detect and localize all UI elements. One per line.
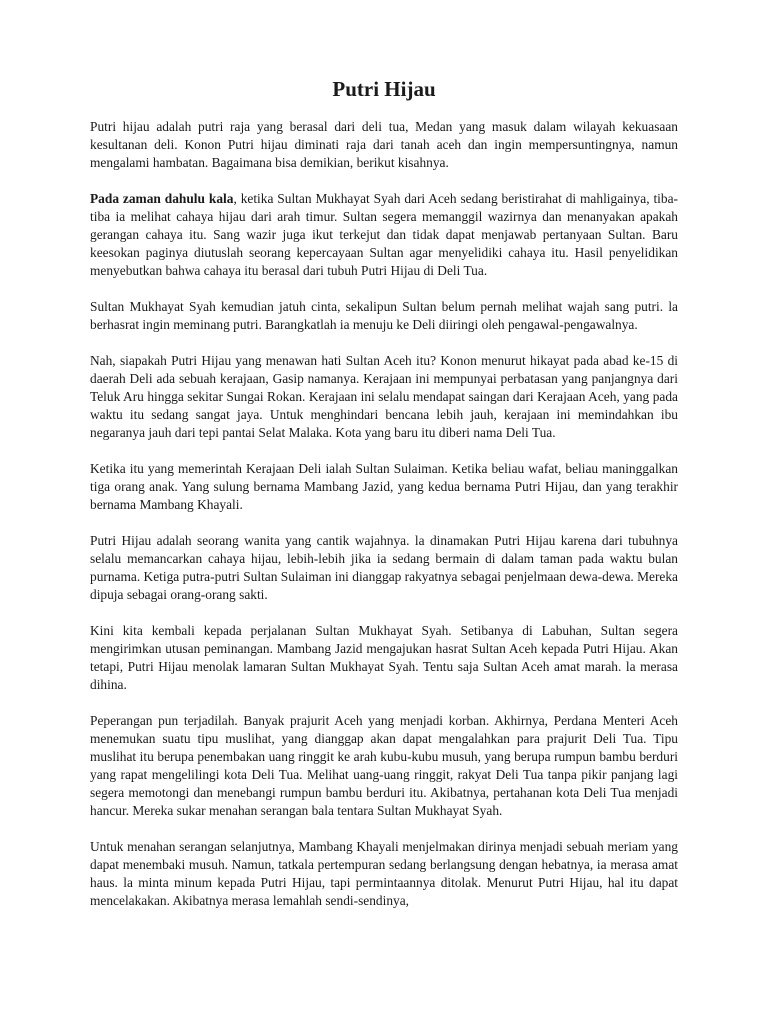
paragraph-text: , ketika Sultan Mukhayat Syah dari Aceh sedang beristirahat di mahligainya, tiba-tiba ia melihat cahaya hijau dari arah timur. Sultan segera memanggil wazirnya dan menanyakan apakah gerangan cahaya itu. Sang wazir juga ikut terkejut dan tidak dapat menjawab pertanyaan Sultan. Baru keesokan paginya diutuslah seorang kepercayaan Sultan agar menyelidiki cahaya itu. Hasil penyelidikan menyebutkan bahwa cahaya itu berasal dari tubuh Putri Hijau di Deli Tua. [90, 191, 678, 278]
paragraph-text: Peperangan pun terjadilah. Banyak prajurit Aceh yang menjadi korban. Akhirnya, Perdana Menteri Aceh menemukan suatu tipu muslihat, yang dianggap akan dapat mengalahkan para prajurit Deli Tua. Tipu muslihat itu berupa penembakan uang ringgit ke arah kubu-kubu musuh, yang berupa rumpun bambu berduri yang rapat mengelilingi kota Deli Tua. Melihat uang-uang ringgit, rakyat Deli Tua tanpa pikir panjang lagi segera memotongi dan menebangi rumpun bambu berduri itu. Akibatnya, pertahanan kota Deli Tua menjadi hancur. Mereka sukar menahan serangan bala tentara Sultan Mukhayat Syah. [90, 713, 678, 818]
paragraph-6 [90, 532, 678, 604]
paragraph-text: Putri hijau adalah putri raja yang berasal dari deli tua, Medan yang masuk dalam wilayah kekuasaan kesultanan deli. Konon Putri hijau diminati raja dari tanah aceh dan ingin mempersuntingnya, namun mengalami hambatan. Bagaimana bisa demikian, berikut kisahnya. [90, 119, 678, 170]
paragraph-5 [90, 460, 678, 514]
paragraph-text: Sultan Mukhayat Syah kemudian jatuh cinta, sekalipun Sultan belum pernah melihat wajah sang putri. la berhasrat ingin meminang putri. Barangkatlah ia menuju ke Deli diiringi oleh pengawal-pengawalnya. [90, 299, 678, 332]
paragraph-7 [90, 622, 678, 694]
paragraph-3 [90, 298, 678, 334]
paragraph-text: Untuk menahan serangan selanjutnya, Mambang Khayali menjelmakan dirinya menjadi sebuah meriam yang dapat menembaki musuh. Namun, tatkala pertempuran sedang berlangsung dengan hebatnya, ia merasa amat haus. la minta minum kepada Putri Hijau, tapi permintaannya ditolak. Menurut Putri Hijau, hal itu dapat mencelakakan. Akibatnya merasa lemahlah sendi-sendinya, [90, 839, 678, 908]
paragraph-9 [90, 838, 678, 910]
paragraph-text: Ketika itu yang memerintah Kerajaan Deli ialah Sultan Sulaiman. Ketika beliau wafat, beliau maninggalkan tiga orang anak. Yang sulung bernama Mambang Jazid, yang kedua bernama Putri Hijau, dan yang terakhir bernama Mambang Khayali. [90, 461, 678, 512]
paragraph-text: Nah, siapakah Putri Hijau yang menawan hati Sultan Aceh itu? Konon menurut hikayat pada abad ke-15 di daerah Deli ada sebuah kerajaan, Gasip namanya. Kerajaan ini mempunyai perbatasan yang panjangnya dari Teluk Aru hingga sekitar Sungai Rokan. Kerajaan ini selalu mendapat saingan dari Kerajaan Aceh, yang pada waktu itu sedang sangat jaya. Untuk menghindari bencana lebih jauh, kerajaan ini memindahkan ibu negaranya jauh dari tepi pantai Selat Malaka. Kota yang baru itu diberi nama Deli Tua. [90, 353, 678, 440]
paragraph-8 [90, 712, 678, 820]
paragraph-lead-bold: Pada zaman dahulu kala [90, 191, 234, 206]
paragraph-1 [90, 118, 678, 172]
paragraph-text: Kini kita kembali kepada perjalanan Sultan Mukhayat Syah. Setibanya di Labuhan, Sultan segera mengirimkan utusan peminangan. Mambang Jazid mengajukan hasrat Sultan Aceh kepada Putri Hijau. Akan tetapi, Putri Hijau menolak lamaran Sultan Mukhayat Syah. Tentu saja Sultan Aceh amat marah. la merasa dihina. [90, 623, 678, 692]
paragraph-2 [90, 190, 678, 280]
document-page [90, 74, 678, 928]
page-title: Putri Hijau [332, 77, 436, 101]
paragraph-4 [90, 352, 678, 442]
paragraph-text: Putri Hijau adalah seorang wanita yang cantik wajahnya. la dinamakan Putri Hijau karena dari tubuhnya selalu memancarkan cahaya hijau, lebih-lebih jika ia sedang bermain di dalam taman pada waktu bulan purnama. Ketiga putra-putri Sultan Sulaiman ini dianggap rakyatnya sebagai penjelmaan dewa-dewa. Mereka dipuja sebagai orang-orang sakti. [90, 533, 678, 602]
